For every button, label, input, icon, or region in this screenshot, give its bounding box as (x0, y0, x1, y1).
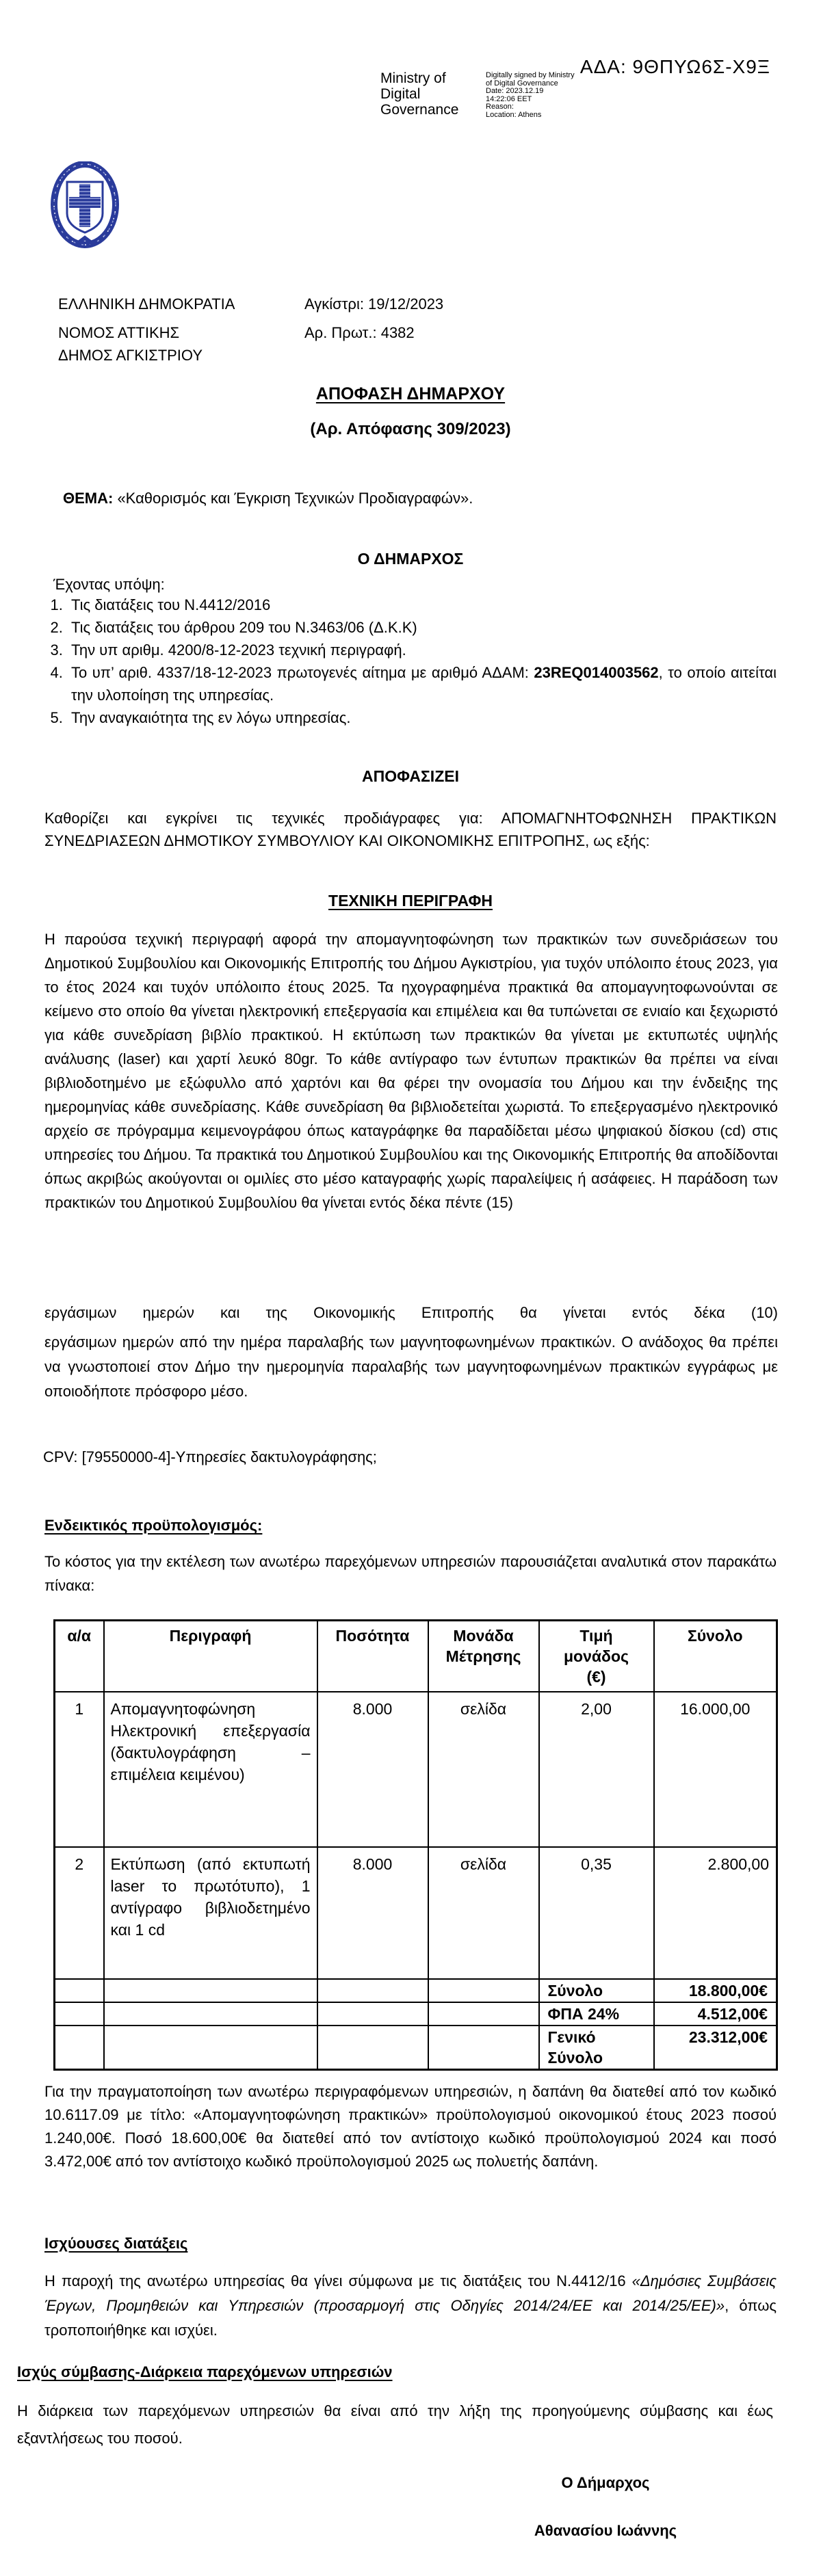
budget-intro: Το κόστος για την εκτέλεση των ανωτέρω παρεχόμενων υπηρεσιών παρουσιάζεται αναλυτικά στον παρακάτω πίνακα: (44, 1553, 777, 1594)
col-header-total: Σύνολο (654, 1621, 777, 1692)
consideration-item (67, 661, 777, 706)
signature-detail-line: Digitally signed by Ministry (486, 71, 575, 79)
consideration-item: 3. Την υπ αριθμ. 4200/8-12-2023 τεχνική περιγραφή. (67, 639, 777, 661)
authority-block (58, 293, 235, 367)
adam-number: 23REQ014003562 (534, 664, 659, 681)
mayor-heading: Ο ΔΗΜΑΡΧΟΣ (357, 550, 464, 568)
having-regard-label: Έχοντας υπόψη: (53, 576, 165, 593)
cell-description: Εκτύπωση (από εκτυπωτή laser το πρωτότυπο), 1 αντίγραφο βιβλιοδετημένο και 1 cd (104, 1847, 317, 1979)
totals-value: 18.800,00€ (654, 1979, 777, 2002)
decision-number: (Αρ. Απόφασης 309/2023) (310, 420, 511, 438)
signature-detail-line: Date: 2023.12.19 (486, 87, 544, 95)
cpv-line: CPV: [79550000-4]-Υπηρεσίες δακτυλογράφησης; (43, 1448, 377, 1465)
cell-description: Απομαγνητοφώνηση Ηλεκτρονική επεξεργασία (δακτυλογράφηση – επιμέλεια κειμένου) (104, 1692, 317, 1847)
totals-row-subtotal (55, 1979, 777, 2002)
legal-intro: Η παροχή της ανωτέρω υπηρεσίας θα γίνει σύμφωνα με τις διατάξεις του Ν.4412/16 (44, 2272, 632, 2289)
decides-paragraph: Καθορίζει και εγκρίνει τις τεχνικές προδιάγραφες για: ΑΠΟΜΑΓΝΗΤΟΦΩΝΗΣΗ ΠΡΑΚΤΙΚΩΝ ΣΥΝΕΔΡΙΑΣΕΩΝ ΔΗΜΟΤΙΚΟΥ ΣΥΜΒΟΥΛΙΟΥ ΚΑΙ ΟΙΚΟΝΟΜΙΚΗΣ ΕΠΙΤΡΟΠΗΣ, ως εξής: (44, 810, 777, 849)
signature-detail-line: Location: Athens (486, 110, 542, 119)
reference-block (304, 293, 443, 344)
subject-line (63, 488, 777, 509)
empty-cell (317, 2026, 428, 2070)
signature-detail-line: Reason: (486, 103, 514, 111)
authority-line-republic: ΕΛΛΗΝΙΚΗ ΔΗΜΟΚΡΑΤΙΑ (58, 295, 235, 313)
col-header-index: α/α (55, 1621, 104, 1692)
subject-text: «Καθορισμός και Έγκριση Τεχνικών Προδιαγραφών». (113, 490, 473, 507)
table-row (55, 1847, 777, 1979)
protocol-number: Αρ. Πρωτ.: 4382 (304, 324, 415, 341)
technical-paragraph: Η παρούσα τεχνική περιγραφή αφορά την απομαγνητοφώνηση των πρακτικών των συνεδριάσεων του Δημοτικού Συμβουλίου και Οικονομικής Επιτροπής του Δήμου Αγκιστρίου, για τυχόν υπόλοιπο έτους 2023, για το έτος 2024 και τυχόν υπόλοιπο έτους 2025. Τα ηχογραφημένα πρακτικά θα απομαγνητοφωνούνται σε κείμενο στο οποίο θα γίνεται ηλεκτρονική επεξεργασία και επιμέλεια και θα τυπώνεται σε ενιαίο και ξεχωριστό για κάθε συνεδρίαση βιβλίο πρακτικού. Η εκτύπωση των πρακτικών θα γίνεται με εκτυπωτές υψηλής ανάλυσης (laser) και χαρτί λευκό 80gr. Το κάθε αντίγραφο των έντυπων πρακτικών θα πρέπει να είναι βιβλιοδοτημένο με εξώφυλλο από χαρτόνι και θα φέρει την ονομασία του Δήμου και την ένδειξης της ημερομηνίας κάθε συνεδρίασης. Κάθε συνεδρίαση θα βιβλιοδετείται χωριστά. Το επεξεργασμένο ηλεκτρονικό αρχείο σε πρόγραμμα κειμενογράφου όπως καταγράφηκε θα παραδίδεται μέσω ψηφιακού δίσκου (cd) στις υπηρεσίες του Δήμου. Τα πρακτικά του Δημοτικού Συμβουλίου και της Οικονομικής Επιτροπής θα αποδίδονται όπως ακριβώς ακούγονται οι ομιλίες στο μέσο καταγραφής χωρίς παραλείψεις ή ασάφειες. Η παράδοση των πρακτικών του Δημοτικού Συμβουλίου θα γίνεται εντός δέκα πέντε (15) (44, 931, 778, 1211)
cell-total: 2.800,00 (654, 1847, 777, 1979)
consideration-item: 1. Τις διατάξεις του Ν.4412/2016 (67, 594, 777, 616)
consideration-text: , το οποίο αιτείται την υλοποίηση της υπηρεσίας. (71, 664, 777, 704)
subject-label: ΘΕΜΑ: (63, 490, 114, 507)
signature-signer: Ministry of Digital Governance (380, 70, 459, 118)
greek-coat-of-arms-icon (51, 161, 119, 249)
delivery-paragraph: εργάσιμων ημερών από την ημέρα παραλαβής των μαγνητοφωνημένων πρακτικών. Ο ανάδοχος θα πρέπει να γνωστοποιεί στον Δήμο την ημερομηνία παραλαβής των μαγνητοφωνημένων πρακτικών εγγράφως με οποιοδήποτε πρόσφορο μέσο. (44, 1333, 778, 1400)
cell-index: 2 (55, 1847, 104, 1979)
cell-index: 1 (55, 1692, 104, 1847)
consideration-text: Το υπ’ αριθ. 4337/18-12-2023 πρωτογενές αίτημα με αριθμό ΑΔΑΜ: (71, 664, 534, 681)
empty-cell (55, 1979, 104, 2002)
decides-heading: ΑΠΟΦΑΣΙΖΕΙ (362, 767, 459, 785)
signature-name: Αθανασίου Ιωάννης (534, 2522, 677, 2539)
cell-unit: σελίδα (428, 1692, 539, 1847)
cell-unit-price: 0,35 (539, 1847, 654, 1979)
budget-heading: Ενδεικτικός προϋπολογισμός: (44, 1517, 263, 1534)
funding-paragraph: Για την πραγματοποίηση των ανωτέρω περιγραφόμενων υπηρεσιών, η δαπάνη θα διατεθεί από τον κωδικό 10.6117.09 με τίτλο: «Απομαγνητοφώνηση πρακτικών» προϋπολογισμού οικονομικού έτους 2023 ποσού 1.240,00€. Ποσό 18.600,00€ θα διατεθεί από τον αντίστοιχο κωδικό προϋπολογισμού 2024 και ποσό 3.472,00€ από τον αντίστοιχο κωδικό προϋπολογισμού 2025 ως πολυετής δαπάνη. (44, 2083, 777, 2170)
signature-detail-line: of Digital Governance (486, 79, 558, 88)
technical-paragraph-continuation: εργάσιμων ημερών και της Οικονομικής Επιτροπής θα γίνεται εντός δέκα (10) (44, 1304, 778, 1321)
cell-quantity: 8.000 (317, 1847, 428, 1979)
col-header-quantity: Ποσότητα (317, 1621, 428, 1692)
considerations-list (44, 594, 777, 729)
empty-cell (55, 2002, 104, 2026)
totals-value: 23.312,00€ (654, 2026, 777, 2070)
validity-paragraph: Η διάρκεια των παρεχόμενων υπηρεσιών θα είναι από την λήξη της προηγούμενης σύμβασης και έως εξαντλήσεως του ποσού. (17, 2402, 773, 2447)
consideration-item: 5. Την αναγκαιότητα της εν λόγω υπηρεσίας. (67, 706, 777, 729)
cell-quantity: 8.000 (317, 1692, 428, 1847)
empty-cell (317, 1979, 428, 2002)
consideration-item: 2. Τις διατάξεις του άρθρου 209 του Ν.3463/06 (Δ.Κ.Κ) (67, 616, 777, 639)
digital-signature-stamp (380, 70, 633, 119)
empty-cell (428, 2026, 539, 2070)
signature-details (486, 70, 633, 119)
ada-code: ΑΔΑ: 9ΘΠΥΩ6Σ-Χ9Ξ (579, 56, 770, 77)
cell-unit-price: 2,00 (539, 1692, 654, 1847)
totals-value: 4.512,00€ (654, 2002, 777, 2026)
decision-title: ΑΠΟΦΑΣΗ ΔΗΜΑΡΧΟΥ (315, 384, 506, 403)
totals-label: Σύνολο (539, 1979, 654, 2002)
empty-cell (428, 1979, 539, 2002)
empty-cell (104, 2026, 317, 2070)
signature-block (499, 2474, 712, 2540)
legal-outro: , όπως τροποποιήθηκε και ισχύει. (44, 2297, 777, 2339)
totals-label: Γενικό Σύνολο (539, 2026, 654, 2070)
legal-heading: Ισχύουσες διατάξεις (44, 2235, 188, 2252)
empty-cell (55, 2026, 104, 2070)
totals-row-vat (55, 2002, 777, 2026)
cell-unit: σελίδα (428, 1847, 539, 1979)
budget-table (53, 1619, 778, 2071)
technical-heading: ΤΕΧΝΙΚΗ ΠΕΡΙΓΡΑΦΗ (328, 892, 493, 909)
empty-cell (104, 1979, 317, 2002)
place-date: Αγκίστρι: 19/12/2023 (304, 295, 444, 313)
empty-cell (104, 2002, 317, 2026)
totals-label: ΦΠΑ 24% (539, 2002, 654, 2026)
authority-line-prefecture: ΝΟΜΟΣ ΑΤΤΙΚΗΣ (58, 324, 180, 341)
legal-quote: «Δημόσιες Συμβάσεις Έργων, Προμηθειών και Υπηρεσιών (προσαρμογή στις Οδηγίες 2014/24/ΕΕ και 2014/25/ΕΕ)» (44, 2272, 777, 2314)
totals-row-grand-total (55, 2026, 777, 2070)
signature-role: Ο Δήμαρχος (561, 2474, 650, 2491)
table-row (55, 1692, 777, 1847)
cell-total: 16.000,00 (654, 1692, 777, 1847)
signature-detail-line: 14:22:06 EET (486, 94, 532, 103)
col-header-unit-price: Τιμή μονάδος (€) (539, 1621, 654, 1692)
authority-line-municipality: ΔΗΜΟΣ ΑΓΚΙΣΤΡΙΟΥ (58, 347, 203, 364)
empty-cell (428, 2002, 539, 2026)
col-header-description: Περιγραφή (104, 1621, 317, 1692)
table-header-row (55, 1621, 777, 1692)
legal-paragraph (44, 2269, 777, 2343)
empty-cell (317, 2002, 428, 2026)
validity-heading: Ισχύς σύμβασης-Διάρκεια παρεχόμενων υπηρεσιών (17, 2363, 393, 2380)
col-header-unit: Μονάδα Μέτρησης (428, 1621, 539, 1692)
